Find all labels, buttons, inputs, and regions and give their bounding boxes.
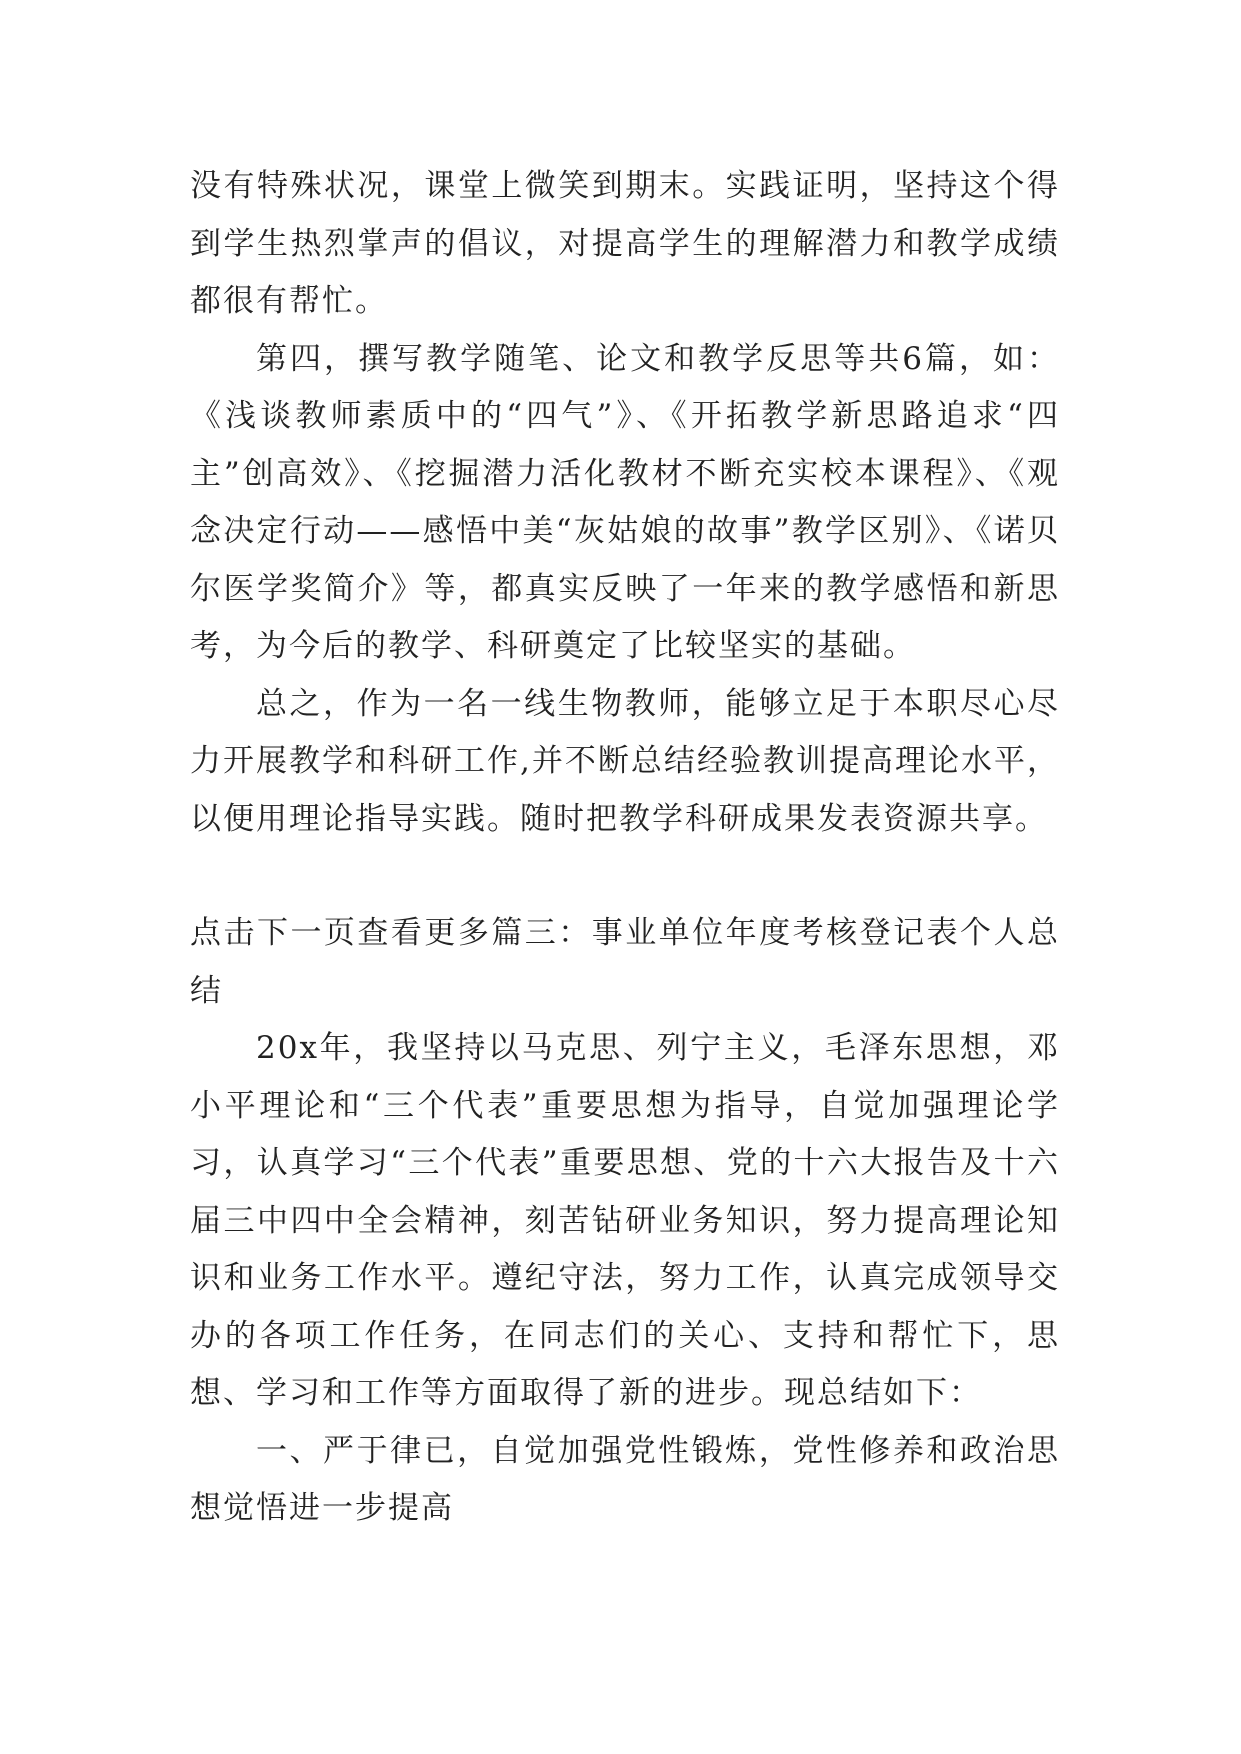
section-heading-part-three: 点击下一页查看更多篇三：事业单位年度考核登记表个人总结 xyxy=(190,915,1060,1009)
paragraph-fourth-point: 第四，撰写教学随笔、论文和教学反思等共6篇，如：《浅谈教师素质中的“四气”》、《开拓教学新思路追求“四主”创高效》、《挖掘潜力活化教材不断充实校本课程》、《观念决定行动——感悟中美“灰姑娘的故事”教学区别》、《诺贝尔医学奖简介》等，都真实反映了一年来的教学感悟和新思考，为今后的教学、科研奠定了比较坚实的基础。 xyxy=(190,340,1060,664)
paragraph-conclusion: 总之，作为一名一线生物教师，能够立足于本职尽心尽力开展教学和科研工作,并不断总结经验教训提高理论水平，以便用理论指导实践。随时把教学科研成果发表资源共享。 xyxy=(190,685,1060,837)
paragraph-point-one: 一、严于律已，自觉加强党性锻炼，党性修养和政治思想觉悟进一步提高 xyxy=(190,1432,1060,1526)
paragraph-continuation: 没有特殊状况，课堂上微笑到期末。实践证明，坚持这个得到学生热烈掌声的倡议，对提高学生的理解潜力和教学成绩都很有帮忙。 xyxy=(190,168,1060,319)
document-body xyxy=(190,158,1060,1538)
paragraph-annual-summary: 20x年，我坚持以马克思、列宁主义，毛泽东思想，邓小平理论和“三个代表”重要思想为指导，自觉加强理论学习，认真学习“三个代表”重要思想、党的十六大报告及十六届三中四中全会精神，刻苦钻研业务知识，努力提高理论知识和业务工作水平。遵纪守法，努力工作，认真完成领导交办的各项工作任务，在同志们的关心、支持和帮忙下，思想、学习和工作等方面取得了新的进步。现总结如下： xyxy=(190,1030,1060,1411)
